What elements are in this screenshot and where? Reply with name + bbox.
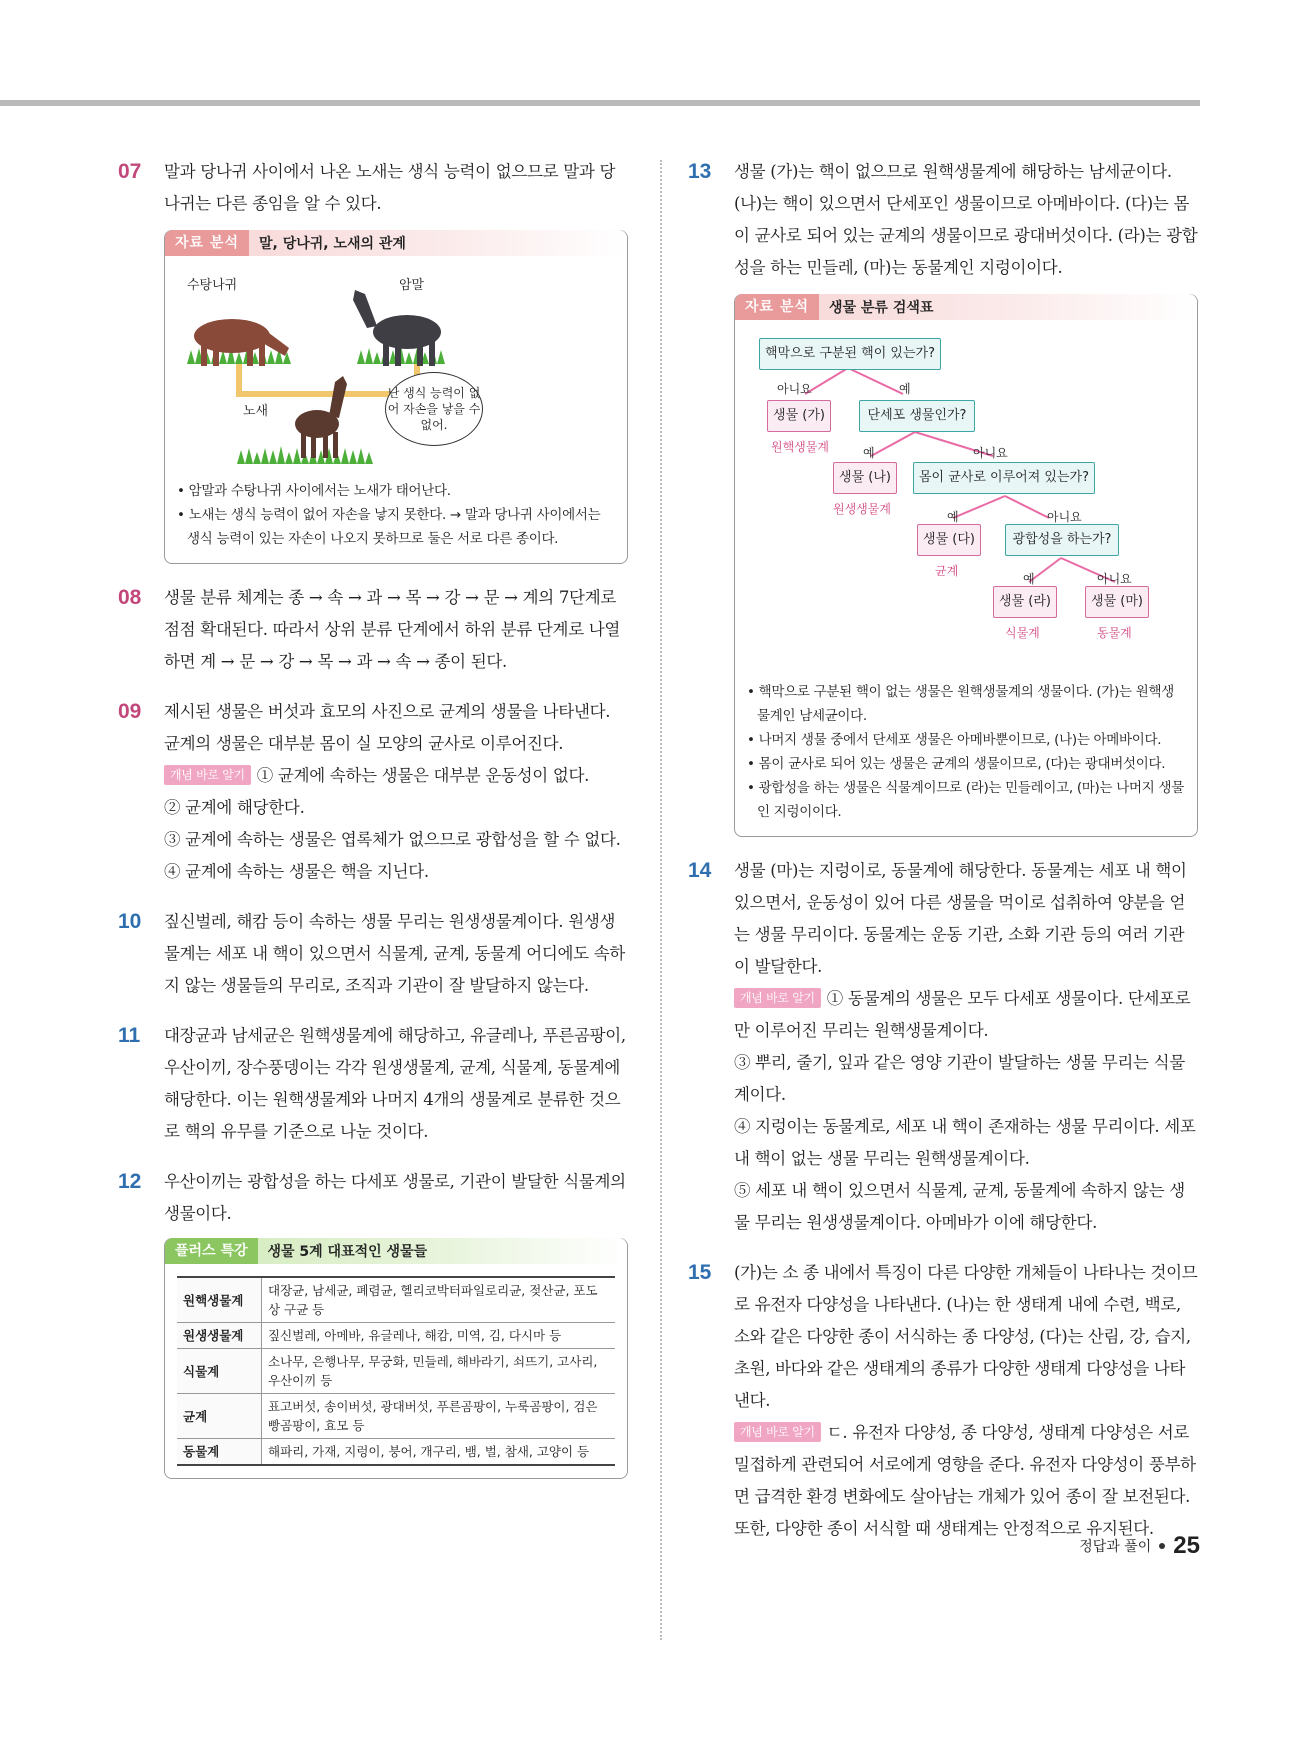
analysis-bullet: • 나머지 생물 중에서 단세포 생물은 아메바뿐이므로, (나)는 아메바이다. xyxy=(747,732,1162,748)
key-question: 핵막으로 구분된 핵이 있는가? xyxy=(759,338,941,370)
examples-cell: 소나무, 은행나무, 무궁화, 민들레, 해바라기, 쇠뜨기, 고사리, 우산이끼 등 xyxy=(262,1349,616,1394)
answer-14 xyxy=(688,855,1198,1239)
answer-number: 10 xyxy=(118,910,142,933)
answer-text: 대장균과 남세균은 원핵생물계에 해당하고, 유글레나, 푸른곰팡이, 우산이끼, 장수풍뎅이는 각각 원생생물계, 균계, 식물계, 동물계에 해당한다. 이는 원핵생물계와 나머지 4개의 생물계로 분류한 것으로 핵의 유무를 기준으로 나눈 것이다. xyxy=(164,1026,626,1141)
table-row xyxy=(177,1277,615,1323)
kingdom-cell: 동물계 xyxy=(177,1439,262,1466)
horse-label: 암말 xyxy=(399,278,425,293)
analysis-box-header xyxy=(165,230,627,256)
table-row xyxy=(177,1439,615,1466)
plus-title: 생물 5계 대표적인 생물들 xyxy=(267,1244,428,1260)
concept-line: ⑤ 세포 내 핵이 있으면서 식물계, 균계, 동물계에 속하지 않는 생물 무리는 원생생물계이다. 아메바가 이에 해당한다. xyxy=(734,1181,1185,1232)
concept-tag: 개념 바로 알기 xyxy=(164,765,251,785)
concept-line: ④ 균계에 속하는 생물은 핵을 지닌다. xyxy=(164,862,429,881)
kingdom-cell: 원생생물계 xyxy=(177,1323,262,1349)
donkey-label: 수탕나귀 xyxy=(187,278,238,293)
analysis-bullet: • 핵막으로 구분된 핵이 없는 생물은 원핵생물계의 생물이다. (가)는 원핵생물계인 남세균이다. xyxy=(747,684,1174,724)
answer-number: 09 xyxy=(118,700,142,723)
analysis-bullet: • 노새는 생식 능력이 없어 자손을 낳지 못한다. → 말과 당나귀 사이에서는 생식 능력이 있는 자손이 나오지 못하므로 둘은 서로 다른 종이다. xyxy=(177,507,601,547)
analysis-tag: 자료 분석 xyxy=(165,230,249,256)
branch-no: 아니요 xyxy=(1047,510,1082,524)
concept-line xyxy=(734,1417,1198,1545)
table-row xyxy=(177,1349,615,1394)
analysis-box-header xyxy=(735,294,1197,320)
kingdom-label: 원핵생물계 xyxy=(771,440,829,454)
analysis-title: 생물 분류 검색표 xyxy=(828,300,934,316)
kingdom-label: 균계 xyxy=(935,564,959,578)
table-row xyxy=(177,1323,615,1349)
examples-cell: 대장균, 남세균, 폐렴균, 헬리코박터파일로리균, 젖산균, 포도상 구균 등 xyxy=(262,1277,616,1323)
answer-08 xyxy=(118,582,628,678)
top-rule xyxy=(0,100,1200,106)
answer-number: 15 xyxy=(688,1261,712,1284)
footer-dot xyxy=(1159,1543,1165,1549)
answer-text: 짚신벌레, 해캄 등이 속하는 생물 무리는 원생생물계이다. 원생생물계는 세포 내 핵이 있으면서 식물계, 균계, 동물계 어디에도 속하지 않는 생물들의 무리로, 조직과 기관이 잘 발달하지 않는다. xyxy=(164,912,626,995)
answer-text: 말과 당나귀 사이에서 나온 노새는 생식 능력이 없으므로 말과 당나귀는 다른 종임을 알 수 있다. xyxy=(164,162,616,213)
answer-12 xyxy=(118,1166,628,1479)
speech-bubble: 난 생식 능력이 없어 자손을 낳을 수 없어. xyxy=(385,372,483,446)
branch-yes: 예 xyxy=(947,510,959,524)
plus-lecture-box xyxy=(164,1238,628,1479)
answer-text: 제시된 생물은 버섯과 효모의 사진으로 균계의 생물을 나타낸다. 균계의 생물은 대부분 몸이 실 모양의 균사로 이루어진다. xyxy=(164,702,611,753)
mule-label: 노새 xyxy=(243,404,269,419)
left-column xyxy=(118,156,628,1497)
answer-number: 08 xyxy=(118,586,142,609)
concept-line: ③ 균계에 속하는 생물은 엽록체가 없으므로 광합성을 할 수 없다. xyxy=(164,830,621,849)
analysis-bullet: • 암말과 수탕나귀 사이에서는 노새가 태어난다. xyxy=(177,483,451,499)
analysis-bullet: • 몸이 균사로 되어 있는 생물은 균계의 생물이므로, (다)는 광대버섯이다. xyxy=(747,756,1166,772)
kingdom-cell: 원핵생물계 xyxy=(177,1277,262,1323)
answer-text: (가)는 소 종 내에서 특징이 다른 다양한 개체들이 나타나는 것이므로 유전자 다양성을 나타낸다. (나)는 한 생태계 내에 수련, 백로, 소와 같은 다양한 종이 서식하는 종 다양성, (다)는 산림, 강, 습지, 초원, 바다와 같은 생태계의 종류가 다양한 생태계 다양성을 나타낸다. xyxy=(734,1263,1198,1410)
page-number: 25 xyxy=(1173,1532,1200,1559)
key-question: 단세포 생물인가? xyxy=(859,400,975,432)
answer-number: 14 xyxy=(688,859,712,882)
branch-yes: 예 xyxy=(1023,572,1035,586)
key-question: 광합성을 하는가? xyxy=(1005,524,1119,556)
organism-box: 생물 (다) xyxy=(917,524,981,556)
concept-text: ① 균계에 속하는 생물은 대부분 운동성이 없다. xyxy=(256,766,590,785)
concept-text: ① 동물계의 생물은 모두 다세포 생물이다. 단세포로만 이루어진 무리는 원핵생물계이다. xyxy=(734,989,1191,1040)
kingdom-cell: 균계 xyxy=(177,1394,262,1439)
analysis-bullet: • 광합성을 하는 생물은 식물계이므로 (라)는 민들레이고, (마)는 나머지 생물인 지렁이이다. xyxy=(747,780,1184,820)
answer-15 xyxy=(688,1257,1198,1545)
branch-no: 아니요 xyxy=(777,382,812,396)
examples-cell: 해파리, 가재, 지렁이, 붕어, 개구리, 뱀, 벌, 참새, 고양이 등 xyxy=(262,1439,616,1466)
concept-line xyxy=(734,983,1198,1047)
organism-box: 생물 (가) xyxy=(767,400,831,432)
concept-text: ㄷ. 유전자 다양성, 종 다양성, 생태계 다양성은 서로 밀접하게 관련되어 서로에게 영향을 준다. 유전자 다양성이 풍부하면 급격한 환경 변화에도 살아남는 개체가 있어 종이 잘 보전된다. 또한, 다양한 종이 서식할 때 생태계는 안정적으로 유지된다. xyxy=(734,1423,1196,1538)
concept-line xyxy=(164,760,628,792)
plus-box-header xyxy=(165,1238,627,1264)
answer-11 xyxy=(118,1020,628,1148)
analysis-title: 말, 당나귀, 노새의 관계 xyxy=(258,236,406,252)
analysis-box xyxy=(164,230,628,564)
answer-text: 생물 분류 체계는 종 → 속 → 과 → 목 → 강 → 문 → 계의 7단계로 점점 확대된다. 따라서 상위 분류 단계에서 하위 분류 단계로 나열하면 계 → 문 → 강 → 목 → 과 → 속 → 종이 된다. xyxy=(164,588,621,671)
organism-box: 생물 (마) xyxy=(1085,586,1149,618)
answer-number: 11 xyxy=(118,1024,141,1047)
answer-text: 생물 (마)는 지렁이로, 동물계에 해당한다. 동물계는 세포 내 핵이 있으면서, 운동성이 있어 다른 생물을 먹이로 섭취하여 양분을 얻는 생물 무리이다. 동물계는 운동 기관, 소화 기관 등의 여러 기관이 발달한다. xyxy=(734,861,1187,976)
analysis-tag: 자료 분석 xyxy=(735,294,819,320)
concept-line: ③ 뿌리, 줄기, 잎과 같은 영양 기관이 발달하는 생물 무리는 식물계이다. xyxy=(734,1053,1185,1104)
table-row xyxy=(177,1394,615,1439)
classification-key xyxy=(743,328,1189,680)
branch-yes: 예 xyxy=(899,382,911,396)
concept-tag: 개념 바로 알기 xyxy=(734,988,821,1008)
examples-cell: 표고버섯, 송이버섯, 광대버섯, 푸른곰팡이, 누룩곰팡이, 검은빵곰팡이, 효모 등 xyxy=(262,1394,616,1439)
answer-number: 12 xyxy=(118,1170,142,1193)
branch-no: 아니요 xyxy=(1097,572,1132,586)
examples-cell: 짚신벌레, 아메바, 유글레나, 해캄, 미역, 김, 다시마 등 xyxy=(262,1323,616,1349)
animal-illustration xyxy=(177,264,617,479)
page-footer xyxy=(1079,1532,1200,1560)
kingdom-cell: 식물계 xyxy=(177,1349,262,1394)
answer-text: 우산이끼는 광합성을 하는 다세포 생물로, 기관이 발달한 식물계의 생물이다. xyxy=(164,1172,626,1223)
right-column xyxy=(688,156,1198,1563)
answer-07 xyxy=(118,156,628,564)
organism-box: 생물 (라) xyxy=(993,586,1057,618)
plus-tag: 플러스 특강 xyxy=(165,1238,258,1264)
horse-donkey-mule-figure xyxy=(177,264,615,479)
answer-number: 13 xyxy=(688,160,712,183)
answer-10 xyxy=(118,906,628,1002)
footer-label: 정답과 풀이 xyxy=(1079,1539,1152,1555)
branch-yes: 예 xyxy=(863,446,875,460)
kingdom-label: 식물계 xyxy=(1005,626,1040,640)
answer-09 xyxy=(118,696,628,888)
answer-text: 생물 (가)는 핵이 없으므로 원핵생물계에 해당하는 남세균이다. (나)는 핵이 있으면서 단세포인 생물이므로 아메바이다. (다)는 몸이 균사로 되어 있는 균계의 생물이므로 광대버섯이다. (라)는 광합성을 하는 민들레, (마)는 동물계인 지렁이이다. xyxy=(734,162,1198,277)
organism-box: 생물 (나) xyxy=(833,462,897,494)
kingdom-label: 원생생물계 xyxy=(833,502,891,516)
key-question: 몸이 균사로 이루어져 있는가? xyxy=(913,462,1095,494)
kingdom-label: 동물계 xyxy=(1097,626,1132,640)
column-divider xyxy=(660,160,662,1640)
concept-tag: 개념 바로 알기 xyxy=(734,1422,821,1442)
kingdom-table xyxy=(177,1276,615,1466)
answer-13 xyxy=(688,156,1198,837)
answer-number: 07 xyxy=(118,160,142,183)
concept-line: ② 균계에 해당한다. xyxy=(164,798,305,817)
branch-no: 아니요 xyxy=(973,446,1008,460)
concept-line: ④ 지렁이는 동물계로, 세포 내 핵이 존재하는 생물 무리이다. 세포 내 핵이 없는 생물 무리는 원핵생물계이다. xyxy=(734,1117,1196,1168)
analysis-box xyxy=(734,294,1198,837)
